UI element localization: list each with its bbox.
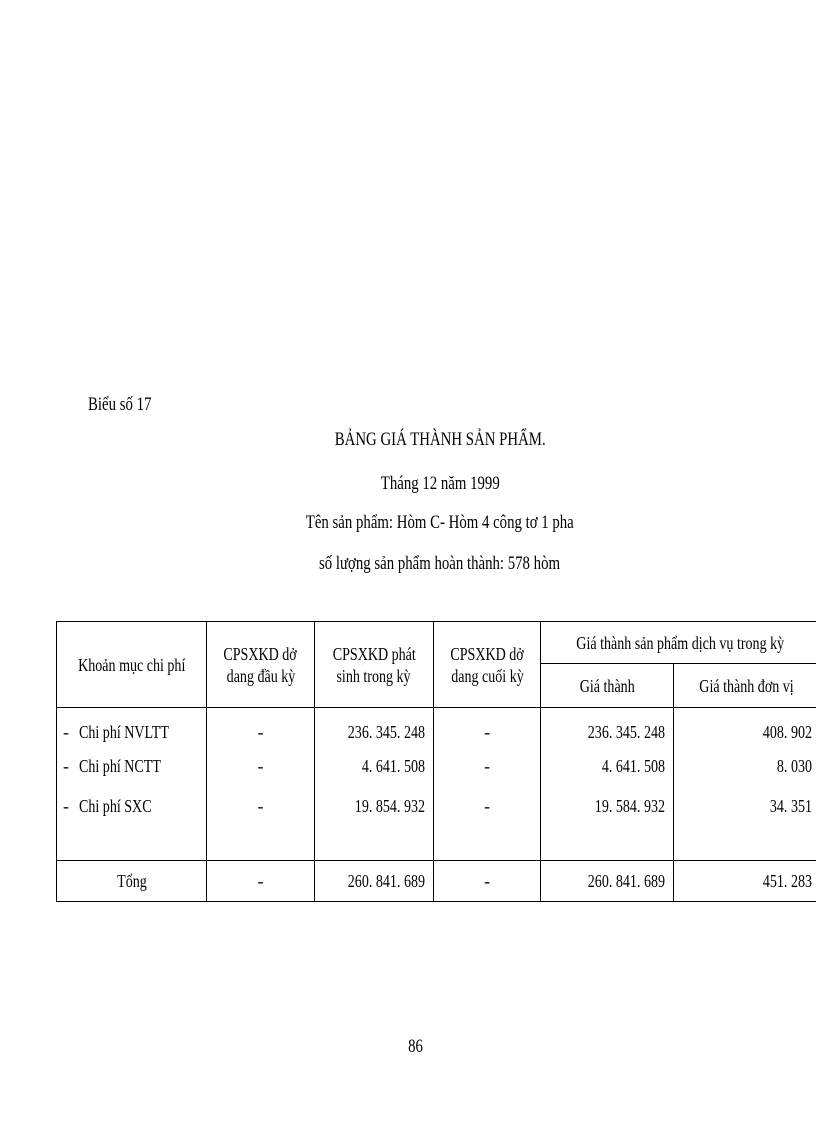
incurred-cell: 4. 641. 508 <box>314 746 434 786</box>
table-total-row <box>57 861 816 902</box>
total-cost-cell: 19. 584. 932 <box>541 786 674 826</box>
header-unit-cost: Giá thành đơn vị <box>674 664 816 708</box>
opening-cell: - <box>207 861 314 902</box>
closing-cell: - <box>434 746 541 786</box>
product-cost-table <box>56 621 816 902</box>
table-row <box>57 786 816 826</box>
unit-cost-cell: 8. 030 <box>674 746 816 786</box>
header-cost-item: Khoản mục chi phí <box>57 622 207 708</box>
cost-item-cell: - Chi phí NCTT <box>57 746 207 786</box>
total-cost-cell: 260. 841. 689 <box>541 861 674 902</box>
total-cost-cell: 4. 641. 508 <box>541 746 674 786</box>
document-period: Tháng 12 năm 1999 <box>380 473 500 494</box>
document-title: BẢNG GIÁ THÀNH SẢN PHẨM. <box>334 429 546 450</box>
header-product-cost-group: Giá thành sản phẩm dịch vụ trong kỳ <box>541 622 816 664</box>
unit-cost-cell: 408. 902 <box>674 708 816 747</box>
closing-cell: - <box>434 861 541 902</box>
header-total-cost: Giá thành <box>541 664 674 708</box>
header-closing-wip: CPSXKD dở dang cuối kỳ <box>434 622 541 708</box>
closing-cell: - <box>434 708 541 747</box>
incurred-cell: 19. 854. 932 <box>314 786 434 826</box>
cost-item-cell: - Chi phí SXC <box>57 786 207 826</box>
form-number: Biểu số 17 <box>88 394 152 415</box>
header-incurred: CPSXKD phát sinh trong kỳ <box>314 622 434 708</box>
unit-cost-cell: 451. 283 <box>674 861 816 902</box>
header-opening-wip: CPSXKD dở dang đầu kỳ <box>207 622 314 708</box>
unit-cost-cell: 34. 351 <box>674 786 816 826</box>
table-row <box>57 708 816 747</box>
product-name: Tên sản phẩm: Hòm C- Hòm 4 công tơ 1 pha <box>306 512 574 533</box>
table-row <box>57 746 816 786</box>
closing-cell: - <box>434 786 541 826</box>
completed-quantity: số lượng sản phẩm hoàn thành: 578 hòm <box>319 553 561 574</box>
opening-cell: - <box>207 786 314 826</box>
opening-cell: - <box>207 708 314 747</box>
opening-cell: - <box>207 746 314 786</box>
incurred-cell: 236. 345. 248 <box>314 708 434 747</box>
total-cost-cell: 236. 345. 248 <box>541 708 674 747</box>
total-label-cell: Tổng <box>57 861 207 902</box>
cost-item-cell: - Chi phí NVLTT <box>57 708 207 747</box>
table-spacer-row <box>57 826 816 861</box>
incurred-cell: 260. 841. 689 <box>314 861 434 902</box>
page-number: 86 <box>407 1036 423 1057</box>
